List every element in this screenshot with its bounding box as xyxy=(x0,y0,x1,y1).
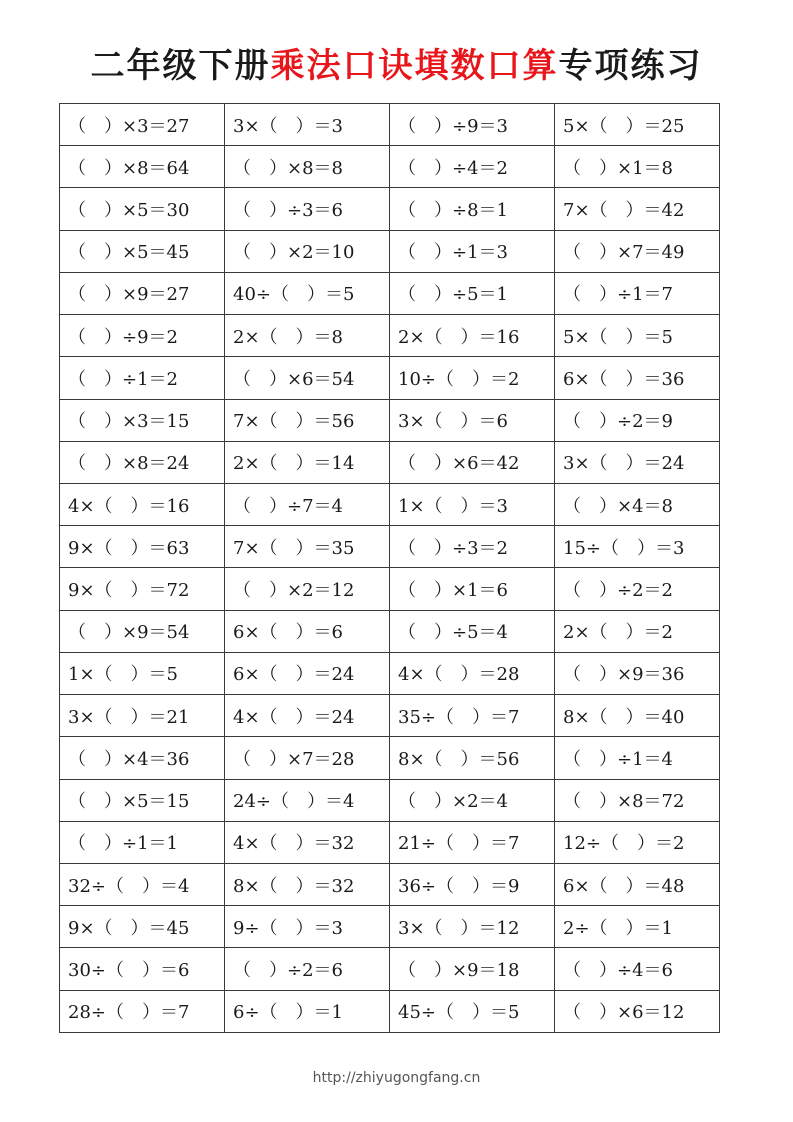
exercise-cell: （ ）÷1＝1 xyxy=(60,821,225,863)
exercise-cell: （ ）×8＝8 xyxy=(225,146,390,188)
exercise-cell: （ ）÷9＝2 xyxy=(60,315,225,357)
exercise-cell: （ ）÷3＝6 xyxy=(225,188,390,230)
table-row xyxy=(60,188,720,230)
exercise-cell: 4×（ ）＝28 xyxy=(390,652,555,694)
exercise-cell: 3×（ ）＝21 xyxy=(60,695,225,737)
table-row xyxy=(60,948,720,990)
exercise-cell: （ ）×9＝27 xyxy=(60,272,225,314)
exercise-cell: （ ）÷2＝6 xyxy=(225,948,390,990)
table-row xyxy=(60,990,720,1032)
table-row xyxy=(60,863,720,905)
exercise-cell: （ ）×6＝42 xyxy=(390,441,555,483)
table-row xyxy=(60,568,720,610)
exercise-cell: 21÷（ ）＝7 xyxy=(390,821,555,863)
exercise-cell: 28÷（ ）＝7 xyxy=(60,990,225,1032)
exercise-cell: （ ）×9＝54 xyxy=(60,610,225,652)
title-highlight: 乘法口诀填数口算 xyxy=(270,46,559,86)
table-row xyxy=(60,737,720,779)
exercise-cell: （ ）×5＝15 xyxy=(60,779,225,821)
table-row xyxy=(60,104,720,146)
exercise-cell: 3×（ ）＝3 xyxy=(225,104,390,146)
exercise-table xyxy=(59,103,720,1033)
table-row xyxy=(60,821,720,863)
exercise-cell: 9×（ ）＝45 xyxy=(60,906,225,948)
exercise-cell: （ ）×1＝8 xyxy=(555,146,720,188)
exercise-cell: （ ）÷1＝4 xyxy=(555,737,720,779)
exercise-cell: 2×（ ）＝14 xyxy=(225,441,390,483)
exercise-cell: 8×（ ）＝40 xyxy=(555,695,720,737)
exercise-cell: 7×（ ）＝35 xyxy=(225,526,390,568)
exercise-cell: （ ）÷3＝2 xyxy=(390,526,555,568)
exercise-cell: （ ）×4＝8 xyxy=(555,483,720,525)
exercise-cell: （ ）×9＝36 xyxy=(555,652,720,694)
title-prefix: 二年级下册 xyxy=(90,46,271,86)
exercise-cell: （ ）×2＝10 xyxy=(225,230,390,272)
exercise-cell: 24÷（ ）＝4 xyxy=(225,779,390,821)
exercise-cell: （ ）×1＝6 xyxy=(390,568,555,610)
title-suffix: 专项练习 xyxy=(558,46,703,86)
exercise-cell: 1×（ ）＝3 xyxy=(390,483,555,525)
exercise-cell: 6×（ ）＝24 xyxy=(225,652,390,694)
exercise-cell: 5×（ ）＝25 xyxy=(555,104,720,146)
exercise-cell: 8×（ ）＝32 xyxy=(225,863,390,905)
exercise-cell: 45÷（ ）＝5 xyxy=(390,990,555,1032)
exercise-cell: 4×（ ）＝24 xyxy=(225,695,390,737)
exercise-cell: （ ）×8＝24 xyxy=(60,441,225,483)
exercise-cell: （ ）÷1＝2 xyxy=(60,357,225,399)
exercise-cell: （ ）÷5＝4 xyxy=(390,610,555,652)
table-row xyxy=(60,483,720,525)
table-row xyxy=(60,357,720,399)
exercise-cell: （ ）×3＝15 xyxy=(60,399,225,441)
exercise-cell: （ ）÷9＝3 xyxy=(390,104,555,146)
exercise-cell: 6×（ ）＝48 xyxy=(555,863,720,905)
exercise-cell: 2×（ ）＝8 xyxy=(225,315,390,357)
exercise-cell: 9÷（ ）＝3 xyxy=(225,906,390,948)
table-row xyxy=(60,230,720,272)
exercise-cell: 6×（ ）＝6 xyxy=(225,610,390,652)
exercise-cell: 2÷（ ）＝1 xyxy=(555,906,720,948)
exercise-cell: （ ）×3＝27 xyxy=(60,104,225,146)
exercise-cell: 1×（ ）＝5 xyxy=(60,652,225,694)
exercise-cell: 12÷（ ）＝2 xyxy=(555,821,720,863)
exercise-cell: 7×（ ）＝56 xyxy=(225,399,390,441)
exercise-cell: （ ）÷2＝2 xyxy=(555,568,720,610)
exercise-cell: （ ）÷7＝4 xyxy=(225,483,390,525)
exercise-cell: 36÷（ ）＝9 xyxy=(390,863,555,905)
table-row xyxy=(60,610,720,652)
table-row xyxy=(60,272,720,314)
exercise-cell: （ ）÷1＝7 xyxy=(555,272,720,314)
exercise-cell: （ ）÷1＝3 xyxy=(390,230,555,272)
exercise-cell: （ ）÷8＝1 xyxy=(390,188,555,230)
exercise-cell: 4×（ ）＝16 xyxy=(60,483,225,525)
exercise-cell: 6×（ ）＝36 xyxy=(555,357,720,399)
exercise-cell: 2×（ ）＝16 xyxy=(390,315,555,357)
exercise-cell: （ ）×6＝54 xyxy=(225,357,390,399)
table-row xyxy=(60,399,720,441)
exercise-cell: 6÷（ ）＝1 xyxy=(225,990,390,1032)
exercise-cell: （ ）×5＝30 xyxy=(60,188,225,230)
table-row xyxy=(60,315,720,357)
exercise-cell: 2×（ ）＝2 xyxy=(555,610,720,652)
exercise-cell: 5×（ ）＝5 xyxy=(555,315,720,357)
footer-url: http://zhiyugongfang.cn xyxy=(312,1070,481,1086)
exercise-cell: （ ）×8＝64 xyxy=(60,146,225,188)
table-row xyxy=(60,906,720,948)
exercise-cell: 15÷（ ）＝3 xyxy=(555,526,720,568)
page-title xyxy=(0,38,793,94)
exercise-cell: （ ）÷4＝2 xyxy=(390,146,555,188)
exercise-cell: （ ）÷2＝9 xyxy=(555,399,720,441)
exercise-cell: （ ）×2＝4 xyxy=(390,779,555,821)
table-row xyxy=(60,695,720,737)
exercise-cell: 7×（ ）＝42 xyxy=(555,188,720,230)
exercise-cell: （ ）×5＝45 xyxy=(60,230,225,272)
exercise-cell: 35÷（ ）＝7 xyxy=(390,695,555,737)
exercise-cell: 3×（ ）＝6 xyxy=(390,399,555,441)
exercise-cell: 40÷（ ）＝5 xyxy=(225,272,390,314)
exercise-cell: （ ）×6＝12 xyxy=(555,990,720,1032)
table-row xyxy=(60,441,720,483)
exercise-cell: （ ）×7＝28 xyxy=(225,737,390,779)
exercise-cell: （ ）×4＝36 xyxy=(60,737,225,779)
exercise-cell: 9×（ ）＝63 xyxy=(60,526,225,568)
exercise-cell: 4×（ ）＝32 xyxy=(225,821,390,863)
exercise-cell: （ ）×8＝72 xyxy=(555,779,720,821)
table-row xyxy=(60,779,720,821)
table-row xyxy=(60,526,720,568)
exercise-cell: 10÷（ ）＝2 xyxy=(390,357,555,399)
exercise-cell: 9×（ ）＝72 xyxy=(60,568,225,610)
exercise-cell: 3×（ ）＝24 xyxy=(555,441,720,483)
exercise-cell: 3×（ ）＝12 xyxy=(390,906,555,948)
exercise-cell: 8×（ ）＝56 xyxy=(390,737,555,779)
exercise-cell: 32÷（ ）＝4 xyxy=(60,863,225,905)
exercise-cell: （ ）×2＝12 xyxy=(225,568,390,610)
exercise-cell: 30÷（ ）＝6 xyxy=(60,948,225,990)
table-row xyxy=(60,146,720,188)
exercise-cell: （ ）×7＝49 xyxy=(555,230,720,272)
exercise-cell: （ ）÷5＝1 xyxy=(390,272,555,314)
table-row xyxy=(60,652,720,694)
exercise-cell: （ ）×9＝18 xyxy=(390,948,555,990)
exercise-cell: （ ）÷4＝6 xyxy=(555,948,720,990)
